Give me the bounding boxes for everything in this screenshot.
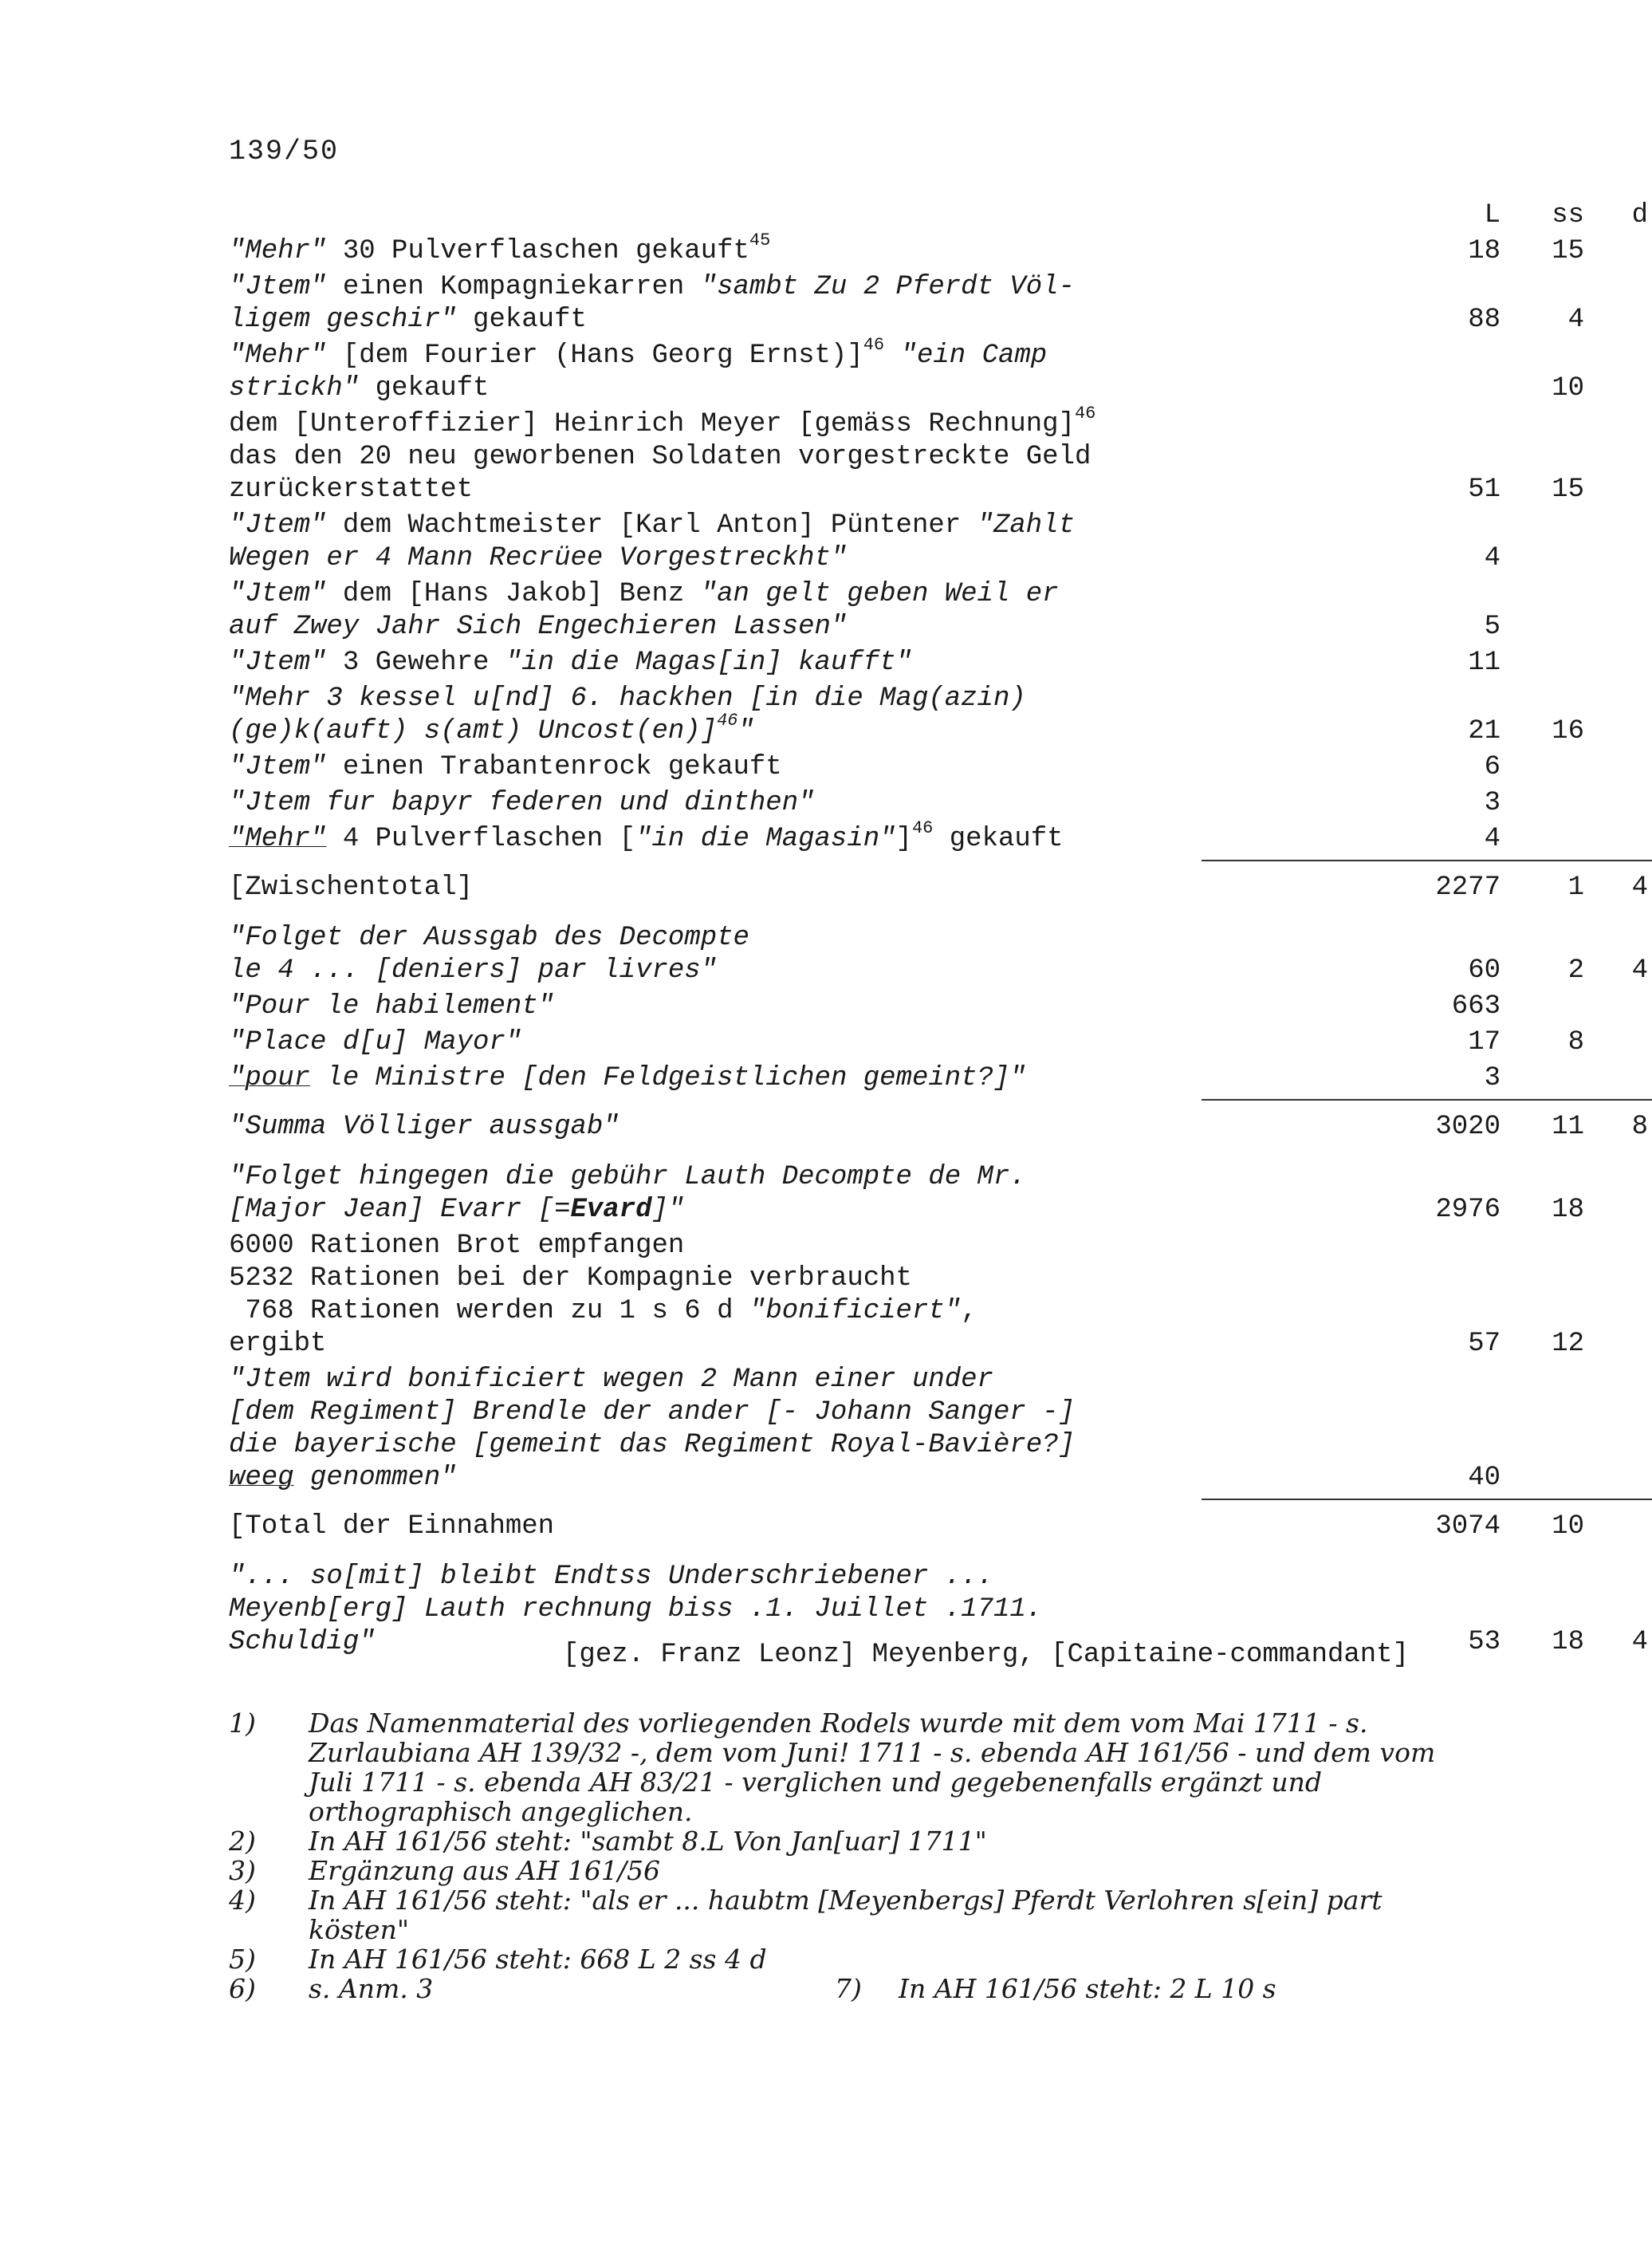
amount-ss: 15 — [1552, 236, 1584, 266]
amount-L: 3 — [1484, 1063, 1501, 1093]
amount-ss: 11 — [1552, 1112, 1584, 1142]
amount-ss: 8 — [1567, 1027, 1584, 1058]
ledger-row — [229, 991, 1501, 1023]
footnote-text: In AH 161/56 steht: 668 L 2 ss 4 d — [309, 1944, 767, 1975]
amount-L: 2277 — [1435, 872, 1501, 903]
ledger-row — [229, 578, 1501, 644]
footnote — [229, 1944, 1473, 1974]
entry-description: "pour le Ministre [den Feldgeistlichen gemeint?]" — [229, 1063, 1026, 1093]
entry-description: "Jtem" dem [Hans Jakob] Benz "an gelt geben Weil er auf Zwey Jahr Sich Engechieren Lassen" — [229, 579, 1059, 642]
amount-L: 4 — [1484, 543, 1501, 573]
amount-d: 8 — [1631, 1112, 1648, 1142]
amount-ss: 10 — [1552, 1511, 1584, 1542]
entry-description: "Mehr 3 kessel u[nd] 6. hackhen [in die Mag(azin) (ge)k(auft) s(amt) Uncost(en)]$^{46}$" — [229, 683, 1026, 746]
entry-description: "Folget hingegen die gebühr Lauth Decompte de Mr. [Major Jean] Evarr [=Evard]" — [229, 1162, 1026, 1225]
column-header-L: L — [1484, 200, 1501, 230]
amount-d: 4 — [1631, 1627, 1648, 1657]
footnote-number: 6) — [229, 1973, 256, 2004]
amount-d: 4 — [1631, 955, 1648, 986]
column-header-ss: ss — [1552, 200, 1584, 230]
amount-L: 5 — [1484, 612, 1501, 642]
footnote-number: 7) — [835, 1973, 862, 2004]
footnote-number: 2) — [229, 1826, 256, 1857]
entry-description: dem [Unteroffizier] Heinrich Meyer [gemäss Rechnung]$^{46}$ das den 20 neu geworbenen Soldaten vorgestreckte Geld zurückerstattet — [229, 404, 1096, 505]
amount-ss: 4 — [1567, 305, 1584, 335]
column-header-d: d — [1631, 200, 1648, 230]
amount-L: 4 — [1484, 824, 1501, 854]
footnote-number: 4) — [229, 1885, 256, 1916]
footnotes — [229, 1708, 1473, 2003]
footnote — [229, 1974, 835, 2003]
footnote-text: Ergänzung aus AH 161/56 — [309, 1855, 660, 1886]
footnote — [229, 1885, 1473, 1944]
sum-rule — [1202, 1099, 1652, 1101]
footnote-number: 1) — [229, 1708, 256, 1739]
total-label: [Total der Einnahmen — [229, 1511, 555, 1542]
subtotal-row — [229, 872, 1648, 904]
entry-description: 768 Rationen werden zu 1 s 6 d "bonificiert", ergibt — [229, 1296, 977, 1359]
footnote-text: s. Anm. 3 — [309, 1973, 434, 2004]
ledger-row — [229, 404, 1584, 506]
entry-description: "Jtem" dem Wachtmeister [Karl Anton] Püntener "Zahlt Wegen er 4 Mann Recrüee Vorgestreckht" — [229, 510, 1075, 573]
amount-L: 53 — [1468, 1627, 1501, 1657]
footnote-number: 3) — [229, 1855, 256, 1886]
amount-ss: 2 — [1567, 955, 1584, 986]
ledger — [229, 199, 1648, 1662]
ledger-row — [229, 818, 1501, 856]
amount-ss: 12 — [1552, 1329, 1584, 1359]
amount-d: 4 — [1631, 872, 1648, 903]
sum-rule — [1202, 1499, 1652, 1500]
amount-L: 6 — [1484, 752, 1501, 782]
column-headers — [229, 199, 1648, 232]
signature-line: [gez. Franz Leonz] Meyenberg, [Capitaine-commandant] — [563, 1640, 1409, 1670]
footnote-row — [229, 1974, 1473, 2003]
summa-row — [229, 1111, 1648, 1144]
amount-L: 60 — [1468, 955, 1501, 986]
amount-ss: 16 — [1552, 716, 1584, 746]
entry-description: "Jtem wird bonificiert wegen 2 Mann einer under [dem Regiment] Brendle der ander [- Johann Sanger -] die bayerische [gemeint das Regiment Royal-Bavière?] weeg genommen" — [229, 1365, 1075, 1493]
entry-description: 6000 Rationen Brot empfangen — [229, 1231, 685, 1261]
page-number: 139/50 — [229, 136, 340, 167]
footnote — [835, 1974, 1276, 2003]
amount-ss: 10 — [1552, 373, 1584, 404]
ledger-row — [229, 922, 1648, 987]
entry-description: "Mehr" 30 Pulverflaschen gekauft$^{45}$ — [229, 230, 771, 266]
footnote-number: 5) — [229, 1944, 256, 1975]
amount-ss: 18 — [1552, 1195, 1584, 1225]
ledger-row — [229, 335, 1584, 405]
ledger-row — [229, 1062, 1501, 1095]
ledger-row — [229, 1262, 1425, 1295]
footnote-text: In AH 161/56 steht: "als er ... haubtm [Meyenbergs] Pferdt Verlohren s[ein] part kösten" — [309, 1885, 1383, 1945]
ledger-row — [229, 751, 1501, 784]
footnote — [229, 1826, 1473, 1856]
ledger-row — [229, 683, 1584, 748]
footnote — [229, 1708, 1473, 1826]
ledger-row — [229, 1161, 1584, 1227]
amount-ss: 1 — [1567, 872, 1584, 903]
entry-description: "Mehr" 4 Pulverflaschen ["in die Magasin"]$^{46}$ gekauft — [229, 818, 1064, 854]
ledger-row — [229, 647, 1501, 679]
ledger-row — [229, 1230, 1425, 1262]
balance-description: "... so[mit] bleibt Endtss Underschriebener ... Meyenb[erg] Lauth rechnung biss .1. Juillet .1711. Schuldig" — [229, 1562, 1043, 1657]
footnote-text: In AH 161/56 steht: 2 L 10 s — [899, 1973, 1276, 2004]
amount-L: 2976 — [1435, 1195, 1501, 1225]
amount-L: 18 — [1468, 236, 1501, 266]
amount-ss: 15 — [1552, 475, 1584, 505]
entry-description: "Jtem" 3 Gewehre "in die Magas[in] kaufft" — [229, 648, 912, 678]
footnote-text: Das Namenmaterial des vorliegenden Rodels wurde mit dem vom Mai 1711 - s. Zurlaubiana AH 139/32 -, dem vom Juni! 1711 - s. ebenda AH 161/56 - und dem vom Juli 1711 - s. ebenda AH 83/21 - verglichen und gegebenenfalls ergänzt und orthographisch angeglichen. — [309, 1708, 1436, 1827]
entry-description: "Jtem" einen Trabantenrock gekauft — [229, 752, 782, 782]
footnote-text: In AH 161/56 steht: "sambt 8.L Von Jan[uar] 1711" — [309, 1826, 987, 1857]
amount-L: 663 — [1451, 991, 1501, 1022]
footnote — [229, 1856, 1473, 1885]
entry-description: "Pour le habilement" — [229, 991, 555, 1022]
amount-L: 88 — [1468, 305, 1501, 335]
ledger-row — [229, 230, 1584, 268]
amount-L: 51 — [1468, 475, 1501, 505]
entry-description: "Jtem" einen Kompagniekarren "sambt Zu 2 Pferdt Völ- ligem geschir" gekauft — [229, 272, 1075, 335]
ledger-row — [229, 787, 1501, 820]
sum-rule — [1202, 860, 1652, 861]
amount-L: 3020 — [1435, 1112, 1501, 1142]
ledger-row — [229, 1364, 1501, 1495]
ledger-row — [229, 510, 1501, 575]
amount-L: 11 — [1468, 648, 1501, 678]
ledger-row — [229, 1026, 1584, 1059]
total-row — [229, 1511, 1584, 1543]
subtotal-label: [Zwischentotal] — [229, 872, 474, 903]
amount-L: 3 — [1484, 788, 1501, 818]
amount-L: 57 — [1468, 1329, 1501, 1359]
entry-description: "Folget der Aussgab des Decompte le 4 ... [deniers] par livres" — [229, 923, 749, 986]
entry-description: "Mehr" [dem Fourier (Hans Georg Ernst)]$^{46}$ "ein Camp strickh" gekauft — [229, 335, 1048, 404]
amount-L: 3074 — [1435, 1511, 1501, 1542]
amount-L: 21 — [1468, 716, 1501, 746]
entry-description: "Place d[u] Mayor" — [229, 1027, 522, 1058]
amount-ss: 18 — [1552, 1627, 1584, 1657]
ledger-row — [229, 1295, 1584, 1361]
entry-description: "Jtem fur bapyr federen und dinthen" — [229, 788, 815, 818]
summa-label: "Summa Völliger aussgab" — [229, 1112, 620, 1142]
amount-L: 17 — [1468, 1027, 1501, 1058]
entry-description: 5232 Rationen bei der Kompagnie verbraucht — [229, 1263, 912, 1294]
amount-L: 40 — [1468, 1463, 1501, 1493]
ledger-row — [229, 271, 1584, 337]
